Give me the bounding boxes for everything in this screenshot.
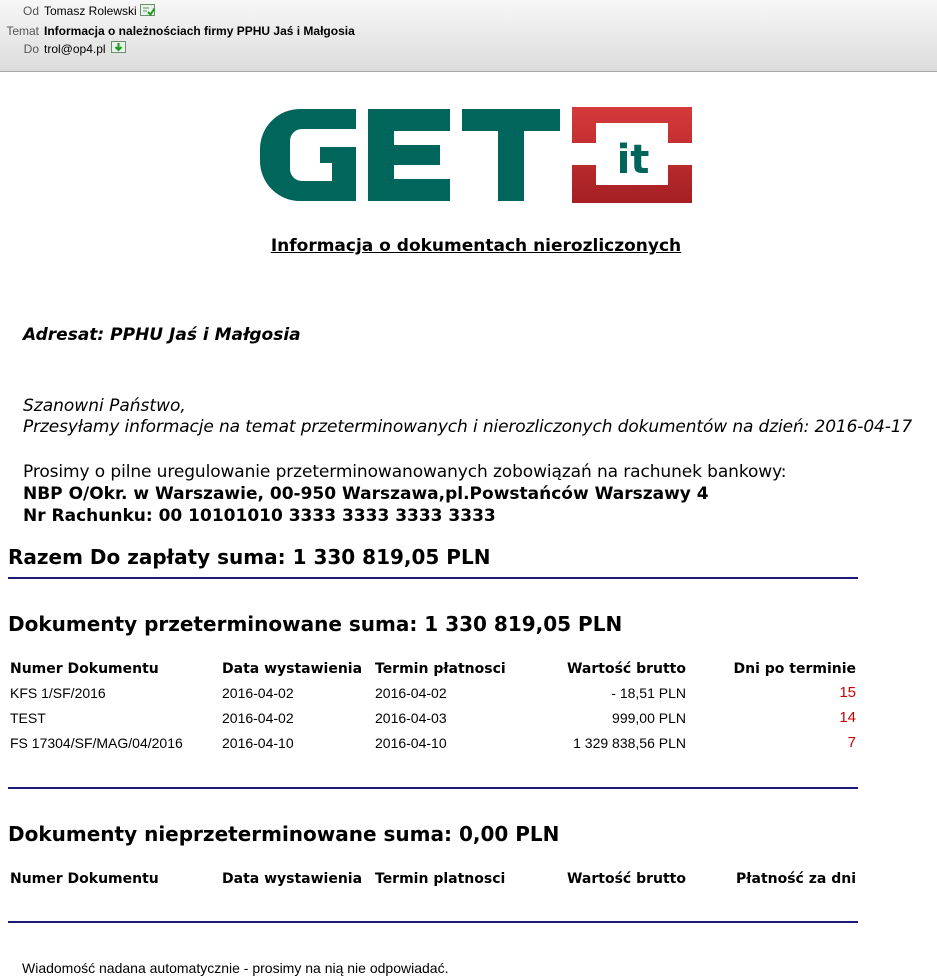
bank-account: Nr Rachunku: 00 10101010 3333 3333 3333 3333: [23, 506, 496, 526]
doc-number: FS 17304/SF/MAG/04/2016: [10, 735, 183, 751]
addressee: Adresat: PPHU Jaś i Małgosia: [23, 325, 301, 345]
days-overdue: 14: [839, 709, 856, 726]
col-header-due-date: Termin platnosci: [375, 871, 506, 887]
contact-card-icon[interactable]: [140, 4, 155, 17]
subject-label: Temat: [6, 24, 39, 38]
bank-name: NBP O/Okr. w Warszawie, 00-950 Warszawa,pl.Powstańców Warszawy 4: [23, 484, 709, 504]
due-date: 2016-04-03: [375, 710, 447, 726]
from-row: [0, 3, 937, 20]
from-value[interactable]: Tomasz Rolewski: [44, 4, 137, 18]
gross-value: - 18,51 PLN: [611, 685, 686, 701]
overdue-heading: Dokumenty przeterminowane suma: 1 330 819,05 PLN: [8, 612, 623, 636]
total-due: Razem Do zapłaty suma: 1 330 819,05 PLN: [8, 545, 491, 569]
contact-card-icon[interactable]: [111, 41, 126, 54]
email-header: [0, 0, 937, 72]
subject-value: Informacja o należnościach firmy PPHU Jaś i Małgosia: [44, 24, 355, 38]
col-header-doc-number: Numer Dokumentu: [10, 661, 159, 677]
due-date: 2016-04-10: [375, 735, 447, 751]
to-label: Do: [23, 42, 39, 56]
gross-value: 999,00 PLN: [612, 710, 686, 726]
col-header-gross-value: Wartość brutto: [566, 661, 686, 677]
col-header-gross-value: Wartość brutto: [566, 871, 686, 887]
due-date: 2016-04-02: [375, 685, 447, 701]
col-header-due-date: Termin płatnosci: [375, 661, 506, 677]
to-value[interactable]: trol@op4.pl: [44, 42, 106, 56]
subject-row: [0, 23, 937, 40]
not-overdue-heading: Dokumenty nieprzeterminowane suma: 0,00 PLN: [8, 822, 560, 846]
col-header-issue-date: Data wystawienia: [222, 661, 363, 677]
gross-value: 1 329 838,56 PLN: [573, 735, 686, 751]
issue-date: 2016-04-10: [222, 735, 294, 751]
from-label: Od: [22, 4, 39, 18]
col-header-days-overdue: Dni po terminie: [733, 661, 856, 677]
greeting: Szanowni Państwo,: [23, 396, 186, 416]
col-header-issue-date: Data wystawienia: [222, 871, 363, 887]
days-overdue: 7: [847, 734, 856, 751]
getit-logo: [260, 105, 694, 205]
to-row: [0, 41, 937, 58]
divider: [8, 577, 858, 579]
divider: [8, 921, 858, 923]
col-header-payment-days: Płatność za dni: [736, 871, 856, 887]
divider: [8, 787, 858, 789]
issue-date: 2016-04-02: [222, 685, 294, 701]
page-title: Informacja o dokumentach nierozliczonych: [270, 236, 682, 256]
issue-date: 2016-04-02: [222, 710, 294, 726]
payment-request: Prosimy o pilne uregulowanie przeterminowanowanych zobowiązań na rachunek bankowy:: [23, 462, 787, 482]
days-overdue: 15: [839, 684, 856, 701]
doc-number: KFS 1/SF/2016: [10, 685, 106, 701]
intro-text: Przesyłamy informacje na temat przeterminowanych i nierozliczonych dokumentów na dzień: 2016-04-17: [23, 417, 913, 437]
logo-it-text: it: [616, 137, 650, 183]
auto-message-footer: Wiadomość nadana automatycznie - prosimy na nią nie odpowiadać.: [22, 960, 449, 976]
doc-number: TEST: [10, 710, 46, 726]
col-header-doc-number: Numer Dokumentu: [10, 871, 159, 887]
